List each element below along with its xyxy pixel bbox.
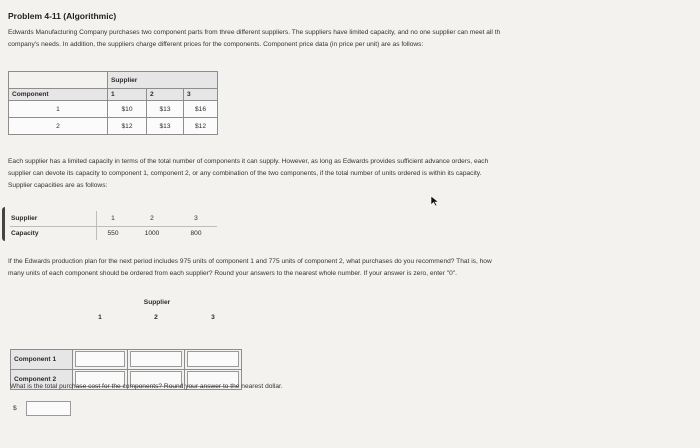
currency-symbol: $ [13,405,17,412]
price-table [8,71,218,135]
answer-row-label-component-1: Component 1 [11,349,73,369]
mouse-cursor-icon [430,195,440,207]
answer-table-spacer-row [73,324,242,349]
capacity-supplier-number: 1 [97,211,130,226]
capacity-line-2: supplier can devote its capacity to component 1, component 2, or any combination of the two components, if the total number of units ordered is within its capacity. [8,170,482,177]
capacity-value: 1000 [129,226,175,240]
answer-table-blank [11,310,73,324]
price-table-component-header: Component [9,89,108,101]
price-cell: $16 [184,101,218,118]
answer-table-spacer [11,324,73,349]
capacity-table-supplier-label: Supplier [11,214,38,222]
answer-table [10,294,242,390]
price-table-corner [9,72,108,89]
capacity-table-marker [2,207,9,241]
price-table-supplier-3: 3 [184,89,218,101]
intro-line-1: Edwards Manufacturing Company purchases two component parts from three different suppliers. The suppliers have limited capacity, and no one supplier can meet all th [8,29,501,36]
capacity-supplier-number: 2 [150,214,154,222]
answer-supplier-number: 1 [73,310,128,324]
capacity-table [10,211,217,240]
component-1-supplier-3-input[interactable] [187,351,239,367]
question-1-line-2: many units of each component should be ordered from each supplier? Round your answers to the nearest whole number. If your answer is zero, enter "0". [8,270,457,277]
component-1-supplier-1-input[interactable] [75,351,125,367]
price-cell: $10 [108,101,147,118]
price-cell: $12 [108,118,147,135]
price-cell: $13 [147,101,184,118]
answer-table-supplier-header: Supplier [73,294,242,310]
question-1-line-1: If the Edwards production plan for the next period includes 975 units of component 1 and 775 units of component 2, what purchases do you recommend? That is, how [8,258,492,265]
capacity-table-capacity-label: Capacity [10,226,97,240]
price-table-supplier-1: 1 [108,89,147,101]
price-table-supplier-2: 2 [147,89,184,101]
answer-supplier-number: 3 [185,310,242,324]
capacity-line-1: Each supplier has a limited capacity in terms of the total number of components it can supply. However, as long as Edwards provides sufficient advance orders, each [8,158,489,165]
question-1 [8,256,492,280]
component-1-supplier-2-input[interactable] [130,351,182,367]
capacity-supplier-number: 3 [194,214,198,222]
question-2: What is the total purchase cost for the components? Round your answer to the nearest dollar. [10,383,283,390]
answer-table-corner [11,294,73,310]
price-cell: $13 [147,118,184,135]
intro-paragraph [8,27,500,51]
price-table-supplier-header: Supplier [108,72,218,89]
price-row-component-label: 1 [9,101,108,118]
problem-title: Problem 4-11 (Algorithmic) [8,11,117,21]
intro-line-2: company's needs. In addition, the suppliers charge different prices for the components. Component price data (in price per unit) are as follows: [8,41,424,48]
total-cost-input[interactable] [26,401,71,416]
capacity-line-3: Supplier capacities are as follows: [8,182,108,189]
capacity-value: 550 [97,226,130,240]
answer-row-label-component-2: Component 2 [11,369,73,389]
price-cell: $12 [184,118,218,135]
answer-supplier-number: 2 [128,310,185,324]
capacity-paragraph [8,156,488,192]
capacity-value: 800 [175,226,217,240]
price-row-component-label: 2 [9,118,108,135]
